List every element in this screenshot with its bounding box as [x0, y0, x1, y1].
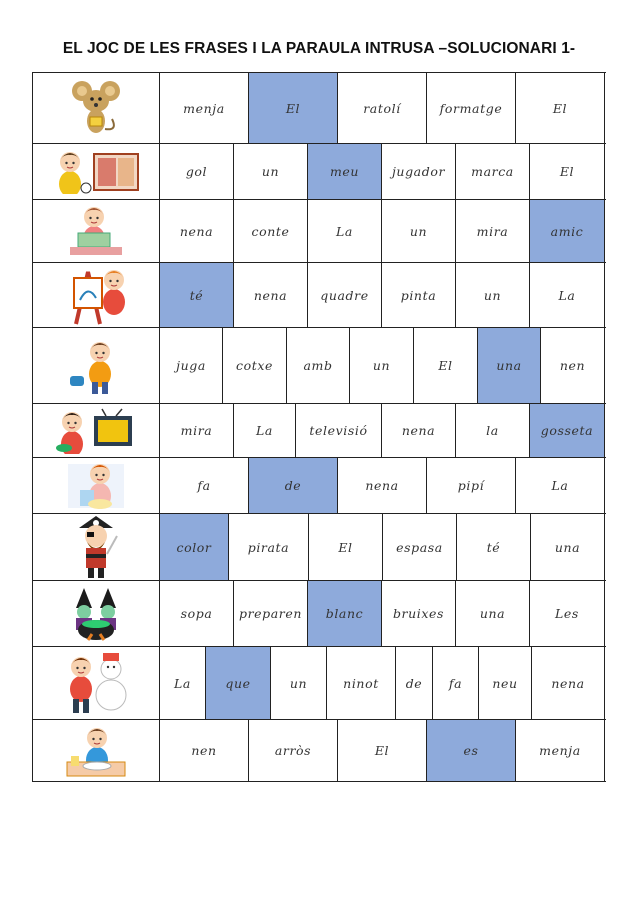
word-cell: nena: [532, 647, 605, 719]
word-cell: mira: [456, 200, 530, 262]
word-cell: El: [530, 144, 605, 199]
sentence-row: [33, 73, 606, 144]
word-cell: arròs: [249, 720, 338, 781]
intruder-word-cell: amic: [530, 200, 605, 262]
word-cell: té: [457, 514, 531, 580]
pirate-image: [33, 514, 160, 580]
intruder-word-cell: color: [160, 514, 229, 580]
word-cell: pipí: [427, 458, 516, 513]
word-cell: El: [309, 514, 383, 580]
sentence-row: [33, 263, 606, 328]
word-cell: marca: [456, 144, 530, 199]
word-cell: quadre: [308, 263, 382, 327]
word-cell: fa: [433, 647, 479, 719]
word-cell: televisió: [296, 404, 382, 457]
girl-potty-image: [33, 458, 160, 513]
word-cell: la: [456, 404, 530, 457]
word-cell: fa: [160, 458, 249, 513]
witches-image: [33, 581, 160, 646]
word-cell: un: [271, 647, 327, 719]
word-cell: El: [414, 328, 478, 403]
word-cell: pinta: [382, 263, 456, 327]
sentence-row: [33, 581, 606, 647]
word-cell: La: [160, 647, 206, 719]
word-cell: neu: [479, 647, 532, 719]
word-cell: menja: [160, 73, 249, 143]
boy-eating-image: [33, 720, 160, 781]
word-cell: un: [382, 200, 456, 262]
word-cell: nena: [160, 200, 234, 262]
word-cell: gol: [160, 144, 234, 199]
word-cell: amb: [287, 328, 350, 403]
word-cell: La: [516, 458, 605, 513]
word-cell: un: [234, 144, 308, 199]
girl-painting-image: [33, 263, 160, 327]
word-cell: nen: [160, 720, 249, 781]
girl-snowman-image: [33, 647, 160, 719]
word-cell: ninot: [327, 647, 396, 719]
word-cell: pirata: [229, 514, 309, 580]
word-cell: preparen: [234, 581, 308, 646]
word-cell: nena: [234, 263, 308, 327]
word-cell: cotxe: [223, 328, 287, 403]
word-cell: La: [308, 200, 382, 262]
word-cell: formatge: [427, 73, 516, 143]
intruder-word-cell: es: [427, 720, 516, 781]
intruder-word-cell: meu: [308, 144, 382, 199]
boy-toy-car-image: [33, 328, 160, 403]
sentence-row: [33, 144, 606, 200]
word-cell: nena: [338, 458, 427, 513]
sentence-row: [33, 404, 606, 458]
word-cell: mira: [160, 404, 234, 457]
intruder-word-cell: El: [249, 73, 338, 143]
intruder-word-cell: una: [478, 328, 541, 403]
word-cell: La: [234, 404, 296, 457]
sentence-row: [33, 720, 606, 782]
intruder-word-cell: de: [249, 458, 338, 513]
word-cell: Les: [530, 581, 605, 646]
intruder-word-cell: blanc: [308, 581, 382, 646]
sentence-row: [33, 328, 606, 404]
word-cell: ratolí: [338, 73, 427, 143]
word-cell: una: [456, 581, 530, 646]
girl-television-image: [33, 404, 160, 457]
word-cell: un: [350, 328, 414, 403]
boy-football-image: [33, 144, 160, 199]
intruder-word-cell: té: [160, 263, 234, 327]
word-cell: un: [456, 263, 530, 327]
girl-reading-image: [33, 200, 160, 262]
sentence-row: [33, 647, 606, 720]
word-cell: de: [396, 647, 433, 719]
word-cell: La: [530, 263, 605, 327]
sentence-row: [33, 200, 606, 263]
word-cell: sopa: [160, 581, 234, 646]
word-cell: nen: [541, 328, 605, 403]
intruder-word-cell: que: [206, 647, 271, 719]
sentence-row: [33, 458, 606, 514]
word-cell: jugador: [382, 144, 456, 199]
sentence-table: [32, 72, 606, 782]
word-cell: nena: [382, 404, 456, 457]
word-cell: El: [338, 720, 427, 781]
page-title: EL JOC DE LES FRASES I LA PARAULA INTRUSA –SOLUCIONARI 1-: [62, 40, 576, 57]
word-cell: conte: [234, 200, 308, 262]
word-cell: una: [531, 514, 605, 580]
mouse-image: [33, 73, 160, 143]
word-cell: menja: [516, 720, 605, 781]
sentence-row: [33, 514, 606, 581]
intruder-word-cell: gosseta: [530, 404, 605, 457]
word-cell: El: [516, 73, 605, 143]
word-cell: juga: [160, 328, 223, 403]
word-cell: espasa: [383, 514, 457, 580]
word-cell: bruixes: [382, 581, 456, 646]
